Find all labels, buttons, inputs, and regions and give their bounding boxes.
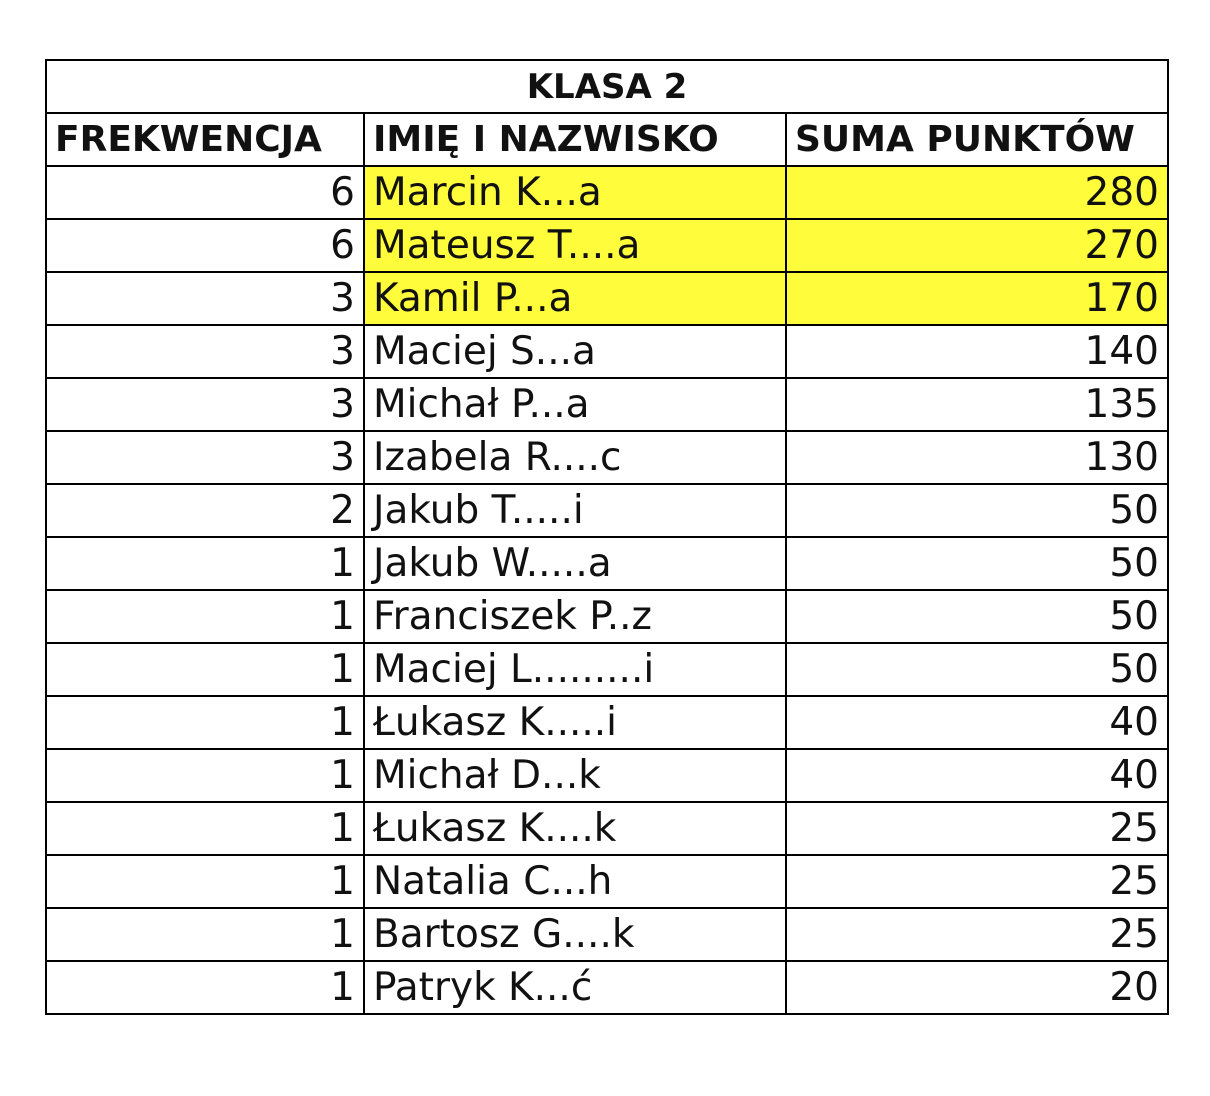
points-cell: 50	[786, 643, 1168, 696]
header-row	[46, 113, 1168, 166]
points-cell: 25	[786, 908, 1168, 961]
name-cell: Michał P...a	[364, 378, 786, 431]
table-row	[46, 166, 1168, 219]
header-attendance: FREKWENCJA	[46, 113, 364, 166]
points-cell: 25	[786, 802, 1168, 855]
attendance-cell: 3	[46, 272, 364, 325]
points-cell: 50	[786, 484, 1168, 537]
table-row	[46, 961, 1168, 1014]
points-cell: 50	[786, 537, 1168, 590]
header-points: SUMA PUNKTÓW	[786, 113, 1168, 166]
name-cell: Łukasz K....k	[364, 802, 786, 855]
table-row	[46, 749, 1168, 802]
name-cell: Łukasz K.....i	[364, 696, 786, 749]
table-title: KLASA 2	[46, 60, 1168, 113]
table-row	[46, 643, 1168, 696]
points-cell: 40	[786, 696, 1168, 749]
table-row	[46, 272, 1168, 325]
name-cell: Marcin K...a	[364, 166, 786, 219]
table-row	[46, 378, 1168, 431]
name-cell: Bartosz G....k	[364, 908, 786, 961]
name-cell: Jakub W.....a	[364, 537, 786, 590]
attendance-cell: 1	[46, 643, 364, 696]
table-row	[46, 908, 1168, 961]
name-cell: Kamil P...a	[364, 272, 786, 325]
points-cell: 140	[786, 325, 1168, 378]
attendance-cell: 1	[46, 590, 364, 643]
table-row	[46, 431, 1168, 484]
name-cell: Maciej L.........i	[364, 643, 786, 696]
attendance-cell: 3	[46, 378, 364, 431]
table-row	[46, 219, 1168, 272]
title-row	[46, 60, 1168, 113]
table-row	[46, 325, 1168, 378]
points-cell: 25	[786, 855, 1168, 908]
name-cell: Michał D...k	[364, 749, 786, 802]
attendance-cell: 3	[46, 325, 364, 378]
name-cell: Izabela R....c	[364, 431, 786, 484]
table-row	[46, 696, 1168, 749]
name-cell: Jakub T.....i	[364, 484, 786, 537]
points-cell: 270	[786, 219, 1168, 272]
attendance-cell: 6	[46, 219, 364, 272]
table-row	[46, 537, 1168, 590]
attendance-cell: 3	[46, 431, 364, 484]
name-cell: Franciszek P..z	[364, 590, 786, 643]
attendance-cell: 1	[46, 908, 364, 961]
table-row	[46, 484, 1168, 537]
ranking-table-body	[46, 60, 1168, 1014]
attendance-cell: 2	[46, 484, 364, 537]
table-row	[46, 590, 1168, 643]
ranking-table	[45, 59, 1169, 1015]
table-row	[46, 855, 1168, 908]
name-cell: Maciej S...a	[364, 325, 786, 378]
attendance-cell: 1	[46, 961, 364, 1014]
name-cell: Patryk K...ć	[364, 961, 786, 1014]
attendance-cell: 1	[46, 802, 364, 855]
attendance-cell: 1	[46, 855, 364, 908]
name-cell: Mateusz T....a	[364, 219, 786, 272]
points-cell: 130	[786, 431, 1168, 484]
points-cell: 135	[786, 378, 1168, 431]
attendance-cell: 1	[46, 537, 364, 590]
name-cell: Natalia C...h	[364, 855, 786, 908]
points-cell: 50	[786, 590, 1168, 643]
table-row	[46, 802, 1168, 855]
attendance-cell: 1	[46, 696, 364, 749]
attendance-cell: 6	[46, 166, 364, 219]
points-cell: 170	[786, 272, 1168, 325]
points-cell: 40	[786, 749, 1168, 802]
attendance-cell: 1	[46, 749, 364, 802]
header-name: IMIĘ I NAZWISKO	[364, 113, 786, 166]
points-cell: 280	[786, 166, 1168, 219]
points-cell: 20	[786, 961, 1168, 1014]
